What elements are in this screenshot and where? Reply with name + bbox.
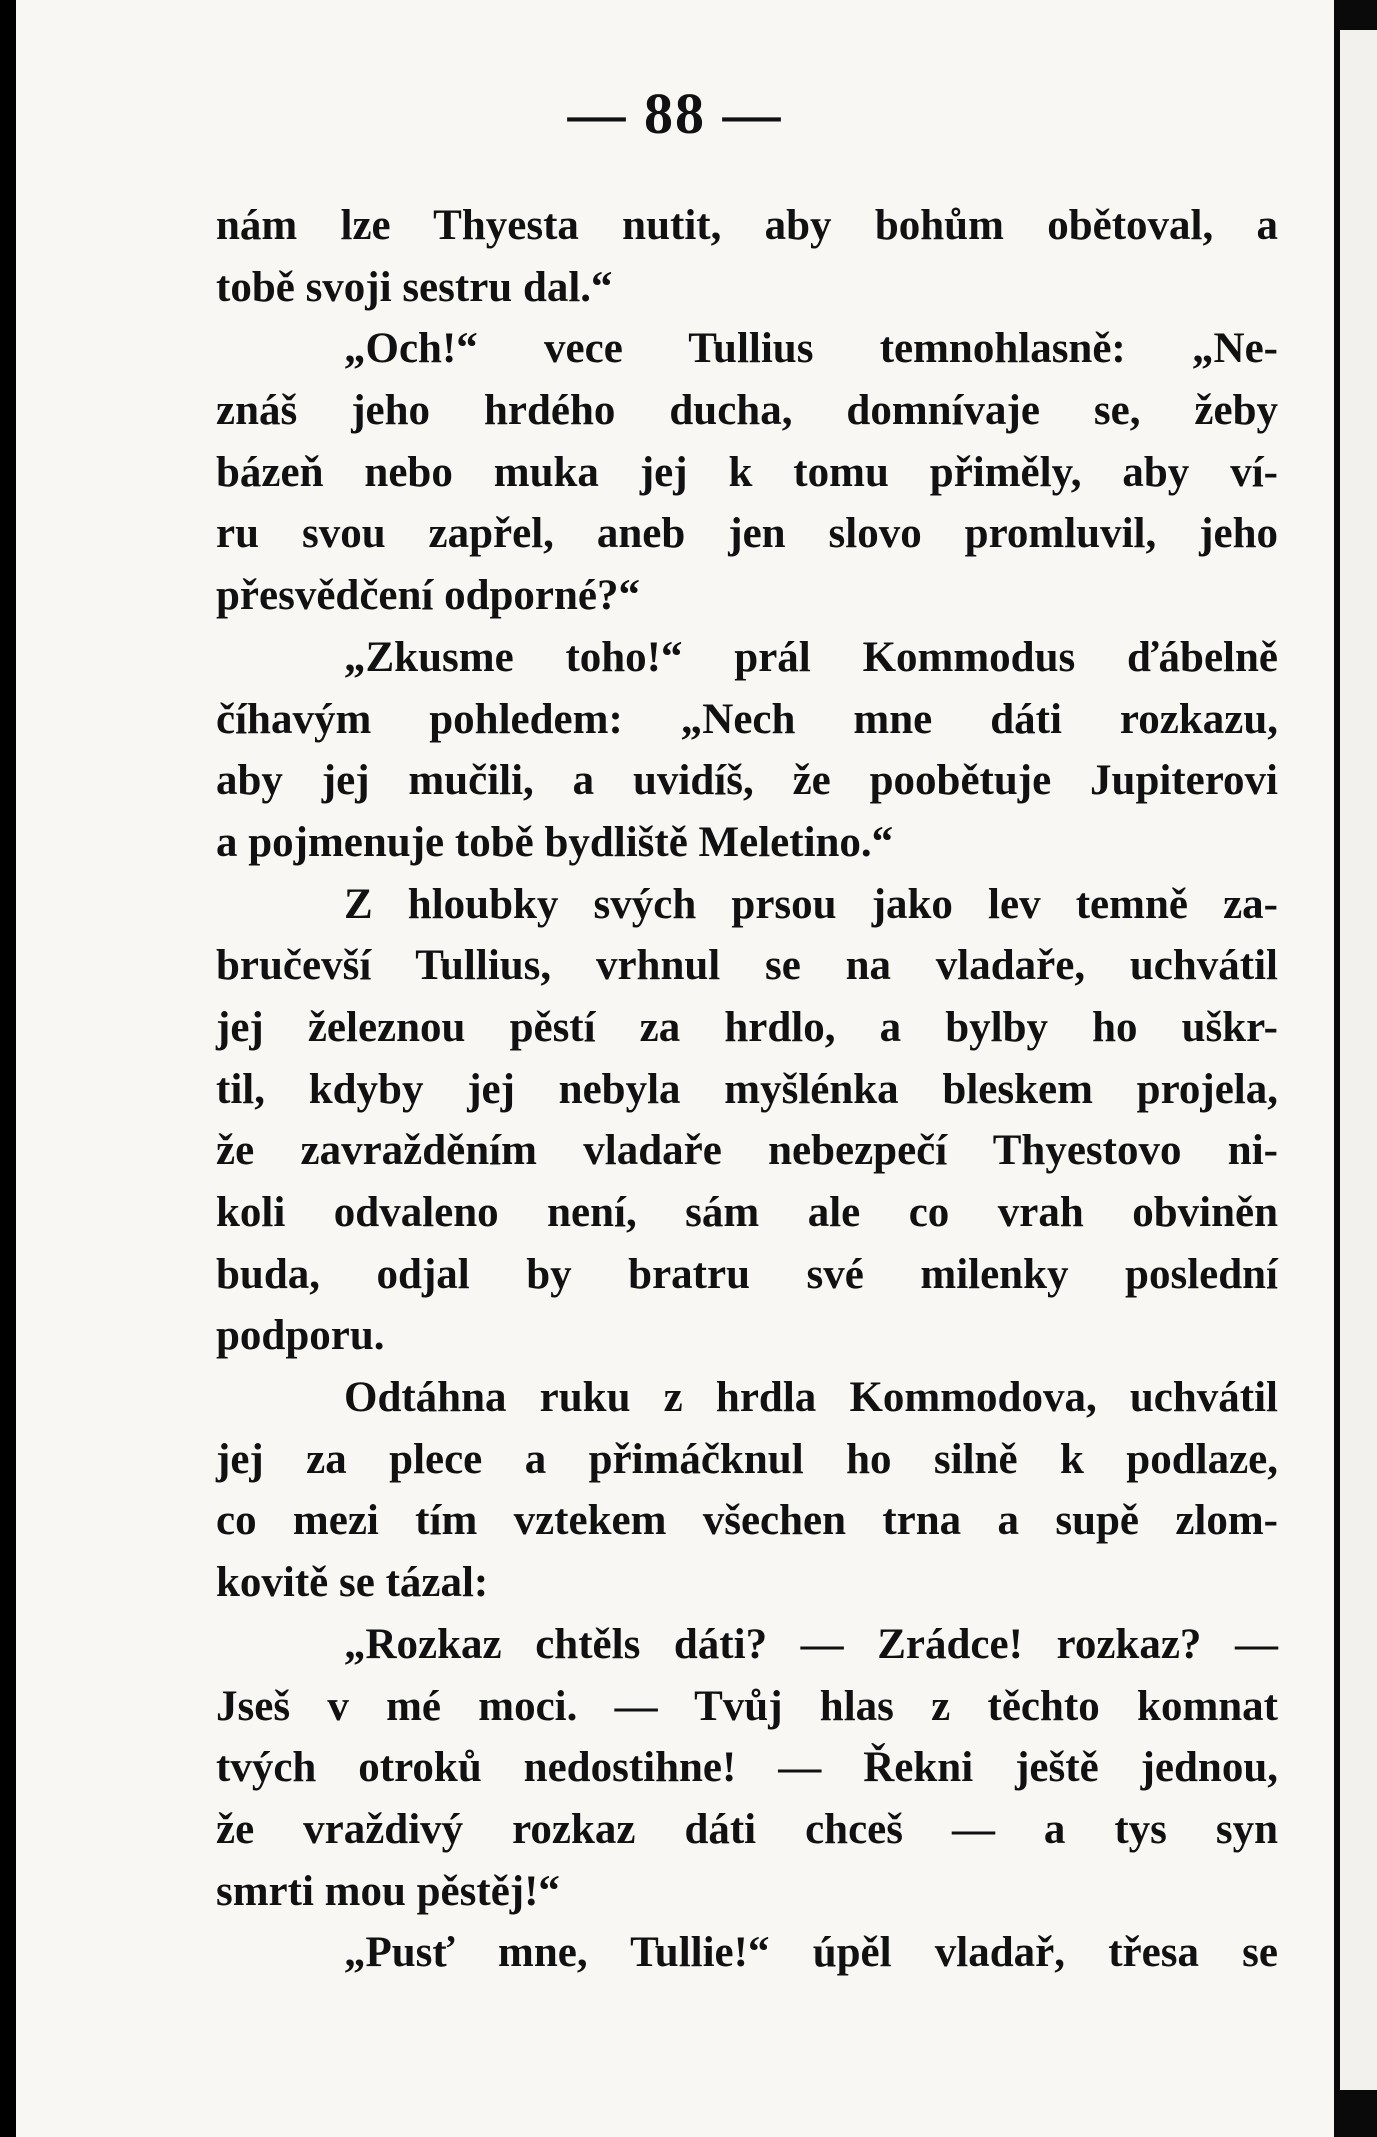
text-line: jej za plece a přimáčknul ho silně k podlaze, [216,1435,1278,1483]
text-line: bázeň nebo muka jej k tomu přiměly, aby ví- [216,448,1278,496]
text-line: číhavým pohledem: „Nech mne dáti rozkazu, [216,695,1278,743]
adjacent-page-strip [1340,30,1377,2090]
text-line: a pojmenuje tobě bydliště Meletino.“ [216,818,894,866]
text-line: „Rozkaz chtěls dáti? — Zrádce! rozkaz? — [344,1620,1278,1668]
text-line: Jseš v mé moci. — Tvůj hlas z těchto komnat [216,1682,1278,1730]
text-line: „Zkusme toho!“ prál Kommodus ďábelně [344,633,1278,681]
text-line: „Och!“ vece Tullius temnohlasně: „Ne- [344,325,1278,373]
text-line: podporu. [216,1312,385,1360]
text-line: kovitě se tázal: [216,1559,489,1607]
text-line: bručevší Tullius, vrhnul se na vladaře, uchvátil [216,942,1278,990]
text-line: že vraždivý rozkaz dáti chceš — a tys syn [216,1805,1278,1853]
text-line: til, kdyby jej nebyla myšlénka bleskem projela, [216,1065,1278,1113]
text-line: „Pusť mne, Tullie!“ úpěl vladař, třesa se [344,1929,1278,1977]
adjacent-page-edge [1334,0,1377,2137]
text-line: tvých otroků nedostihne! — Řekni ještě jednou, [216,1744,1278,1792]
text-line: koli odvaleno není, sám ale co vrah obviněn [216,1189,1278,1236]
text-line: Odtáhna ruku z hrdla Kommodova, uchvátil [344,1374,1278,1422]
text-line: co mezi tím vztekem všechen trna a supě zlom- [216,1497,1278,1545]
text-line: nám lze Thyesta nutit, aby bohům obětoval, a [216,202,1278,249]
text-line: Z hloubky svých prsou jako lev temně za- [344,880,1278,928]
text-line: znáš jeho hrdého ducha, domnívaje se, žeby [216,387,1278,435]
text-line: ru svou zapřel, aneb jen slovo promluvil, jeho [216,510,1278,558]
text-line: tobě svoji sestru dal.“ [216,263,613,311]
book-page [16,0,1334,2137]
text-line: buda, odjal by bratru své milenky poslední [216,1250,1278,1298]
page-number: — 88 — [567,81,783,146]
text-line: že zavražděním vladaře nebezpečí Thyestovo ni- [216,1127,1278,1175]
text-line: přesvědčení odporné?“ [216,572,641,620]
text-line: aby jej mučili, a uvidíš, že poobětuje Jupiterovi [216,757,1278,805]
body-text [216,195,1278,1984]
text-line: smrti mou pěstěj!“ [216,1867,560,1915]
text-line: jej železnou pěstí za hrdlo, a bylby ho uškr- [216,1003,1278,1051]
